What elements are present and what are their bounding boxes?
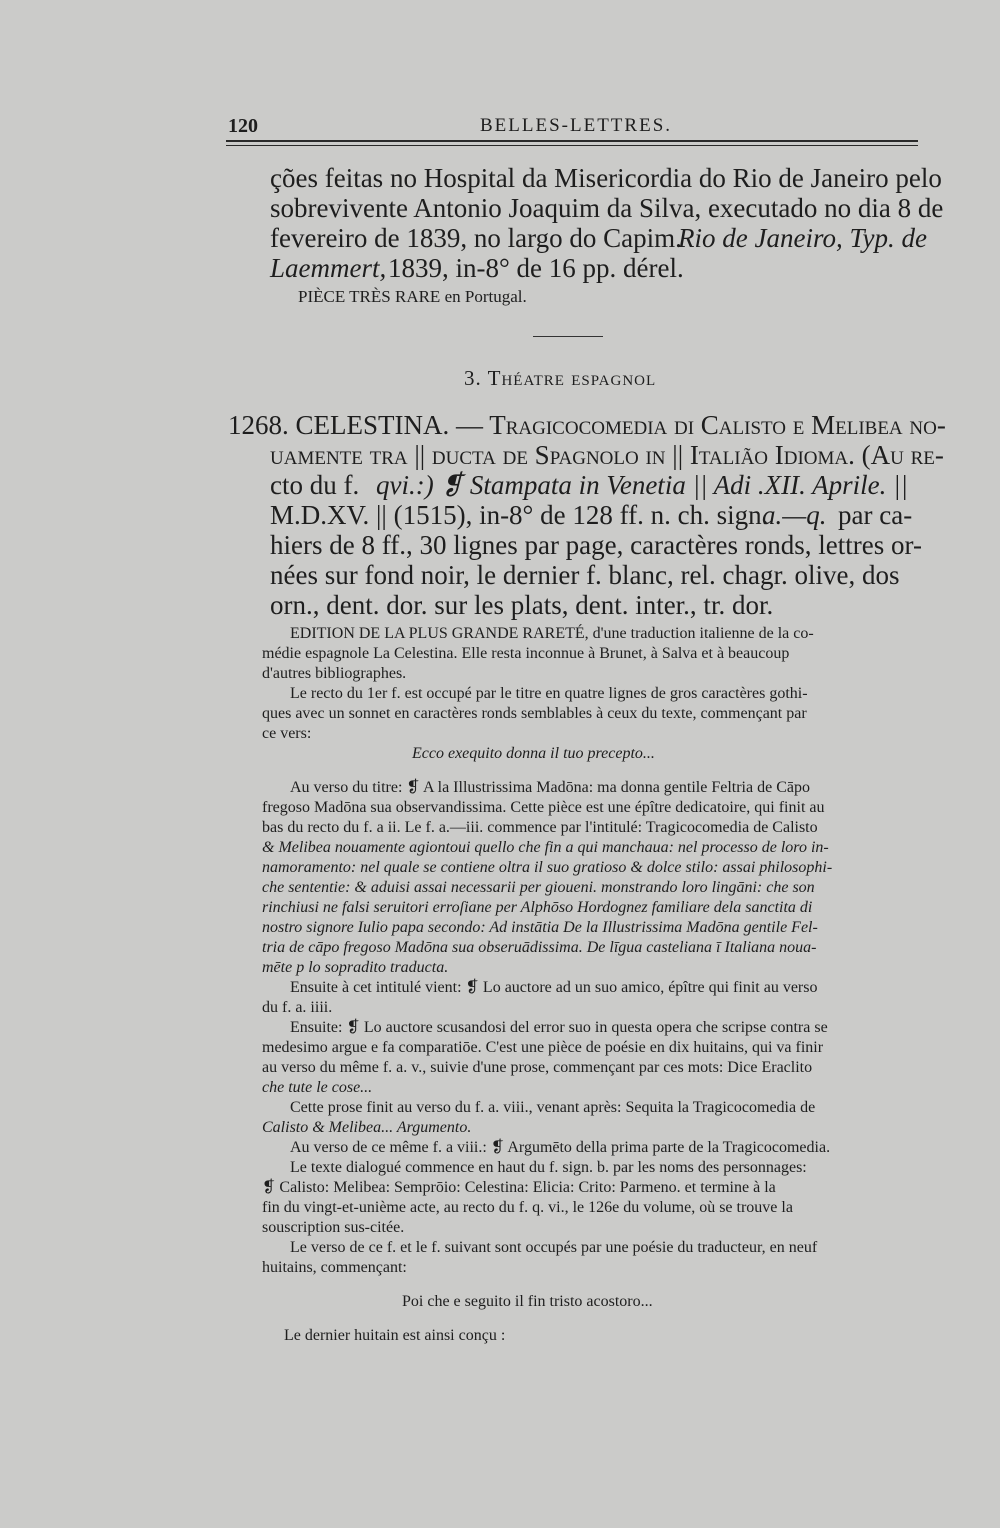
note-line: fregoso Madōna sua observandissima. Cette pièce est une épître dedicatoire, qui finit au	[262, 799, 825, 816]
note-line: médie espagnole La Celestina. Elle resta inconnue à Brunet, à Salva et à beaucoup	[262, 645, 790, 662]
entry-line: uamente tra || ducta de Spagnolo in || Italião Idioma. (Au re-	[270, 440, 944, 470]
note-line-italic: namoramento: nel quale se contiene oltra il suo gratioso & dolce stilo: assai philosophi-	[262, 859, 833, 876]
note-line: souscription sus-citée.	[262, 1219, 405, 1236]
imprint-italic: Rio de Janeiro, Typ. de	[678, 223, 927, 253]
note-line-italic: che sententie: & aduisi assai necessarii per gioueni. monstrando loro lingāni: che son	[262, 879, 815, 896]
note-line: fin du vingt-et-unième acte, au recto du f. q. vi., le 126e du volume, où se trouve la	[262, 1199, 793, 1216]
entry-line: par ca-	[838, 500, 913, 530]
note-line: Le verso de ce f. et le f. suivant sont occupés par une poésie du traducteur, en neuf	[290, 1239, 818, 1256]
quoted-verse: Ecco exequito donna il tuo precepto...	[412, 745, 655, 762]
entry-line: cto du f.	[270, 470, 360, 500]
text-line: ções feitas no Hospital da Misericordia do Rio de Janeiro pelo	[270, 163, 942, 193]
text-line: sobrevivente Antonio Joaquim da Silva, executado no dia 8 de	[270, 193, 944, 223]
entry-line: hiers de 8 ff., 30 lignes par page, caractères ronds, lettres or-	[270, 530, 922, 560]
entry-line: orn., dent. dor. sur les plats, dent. inter., tr. dor.	[270, 590, 774, 620]
header-rule-thin	[226, 145, 918, 146]
quoted-verse: Poi che e seguito il fin tristo acostoro...	[402, 1293, 653, 1310]
note-line: Le dernier huitain est ainsi conçu :	[284, 1327, 506, 1344]
note-line: Ensuite à cet intitulé vient: ❡ Lo auctore ad un suo amico, épître qui finit au verso	[290, 979, 818, 996]
entry-heading: 1268. CELESTINA. — Tragicocomedia di Calisto e Melibea no-	[228, 410, 946, 440]
note-line: medesimo argue e fa comparatiōe. C'est une pièce de poésie en dix huitains, qui va finir	[262, 1039, 824, 1056]
note-line: d'autres bibliographes.	[262, 665, 407, 682]
note-line-italic: rinchiusi ne falsi seruitori erroſiane per Alphōso Hordognez familiare dela sanctita di	[262, 899, 813, 916]
note-line: Le recto du 1er f. est occupé par le titre en quatre lignes de gros caractères gothi-	[290, 685, 808, 702]
text-line: fevereiro de 1839, no largo do Capim.	[270, 223, 682, 253]
note-line: Ensuite: ❡ Lo auctore scusandosi del error suo in questa opera che scripse contra se	[290, 1019, 828, 1036]
note-line: ❡ Calisto: Melibea: Semprōio: Celestina: Elicia: Crito: Parmeno. et termine à la	[262, 1179, 776, 1196]
text-line-italic: Laemmert,	[270, 253, 387, 283]
note-line: huitains, commençant:	[262, 1259, 407, 1276]
note-line-italic: mēte p lo sopradito traducta.	[262, 959, 449, 976]
note-line-italic: che tute le cose...	[262, 1079, 373, 1096]
entry-line: nées sur fond noir, le dernier f. blanc, rel. chagr. olive, dos	[270, 560, 900, 590]
note-line: ce vers:	[262, 725, 312, 742]
section-divider	[533, 336, 603, 337]
entry-line-italic: qvi.:) ❡ Stampata in Venetia || Adi .XII. Aprile. ||	[376, 470, 908, 500]
entry-line: M.D.XV. || (1515), in-8° de 128 ff. n. ch. sign.	[270, 500, 769, 530]
entry-signature-range: a.—q.	[762, 500, 827, 530]
running-title: BELLES-LETTRES.	[480, 115, 673, 136]
header-rule	[226, 140, 918, 142]
note-line: du f. a. iiii.	[262, 999, 333, 1016]
note-line-italic: tria de cāpo fregoso Madōna sua obseruādissima. De līgua casteliana ī Italiana noua-	[262, 939, 817, 956]
note-line: Cette prose finit au verso du f. a. viii., venant après: Sequita la Tragicocomedia de	[290, 1099, 816, 1116]
note-line-italic: Calisto & Melibea... Argumento.	[262, 1119, 472, 1136]
section-title: 3. Théatre espagnol	[464, 366, 657, 390]
page-number: 120	[228, 115, 258, 137]
note-line: EDITION DE LA PLUS GRANDE RARETÉ, d'une traduction italienne de la co-	[290, 625, 814, 642]
note-line-italic: nostro signore Iulio papa secondo: Ad instātia De la Illustrissima Madōna gentile Fel-	[262, 919, 818, 936]
note-line: Au verso de ce même f. a viii.: ❡ Argumēto della prima parte de la Tragicocomedia.	[290, 1139, 831, 1156]
note-line-italic: & Melibea nouamente agiontoui quello che fin a qui manchaua: nel processo de loro in-	[262, 839, 829, 856]
note-line: Le texte dialogué commence en haut du f. sign. b. par les noms des personnages:	[290, 1159, 807, 1176]
text-line: 1839, in-8° de 16 pp. dérel.	[388, 253, 684, 283]
note-line: au verso du même f. a. v., suivie d'une prose, commençant par ces mots: Dice Eraclito	[262, 1059, 813, 1076]
note-line: bas du recto du f. a ii. Le f. a.—iii. commence par l'intitulé: Tragicocomedia de Calisto	[262, 819, 818, 836]
rarity-note: PIÈCE TRÈS RARE en Portugal.	[298, 287, 527, 306]
note-line: Au verso du titre: ❡ A la Illustrissima Madōna: ma donna gentile Feltria de Cāpo	[290, 779, 810, 796]
note-line: ques avec un sonnet en caractères ronds semblables à ceux du texte, commençant par	[262, 705, 807, 722]
